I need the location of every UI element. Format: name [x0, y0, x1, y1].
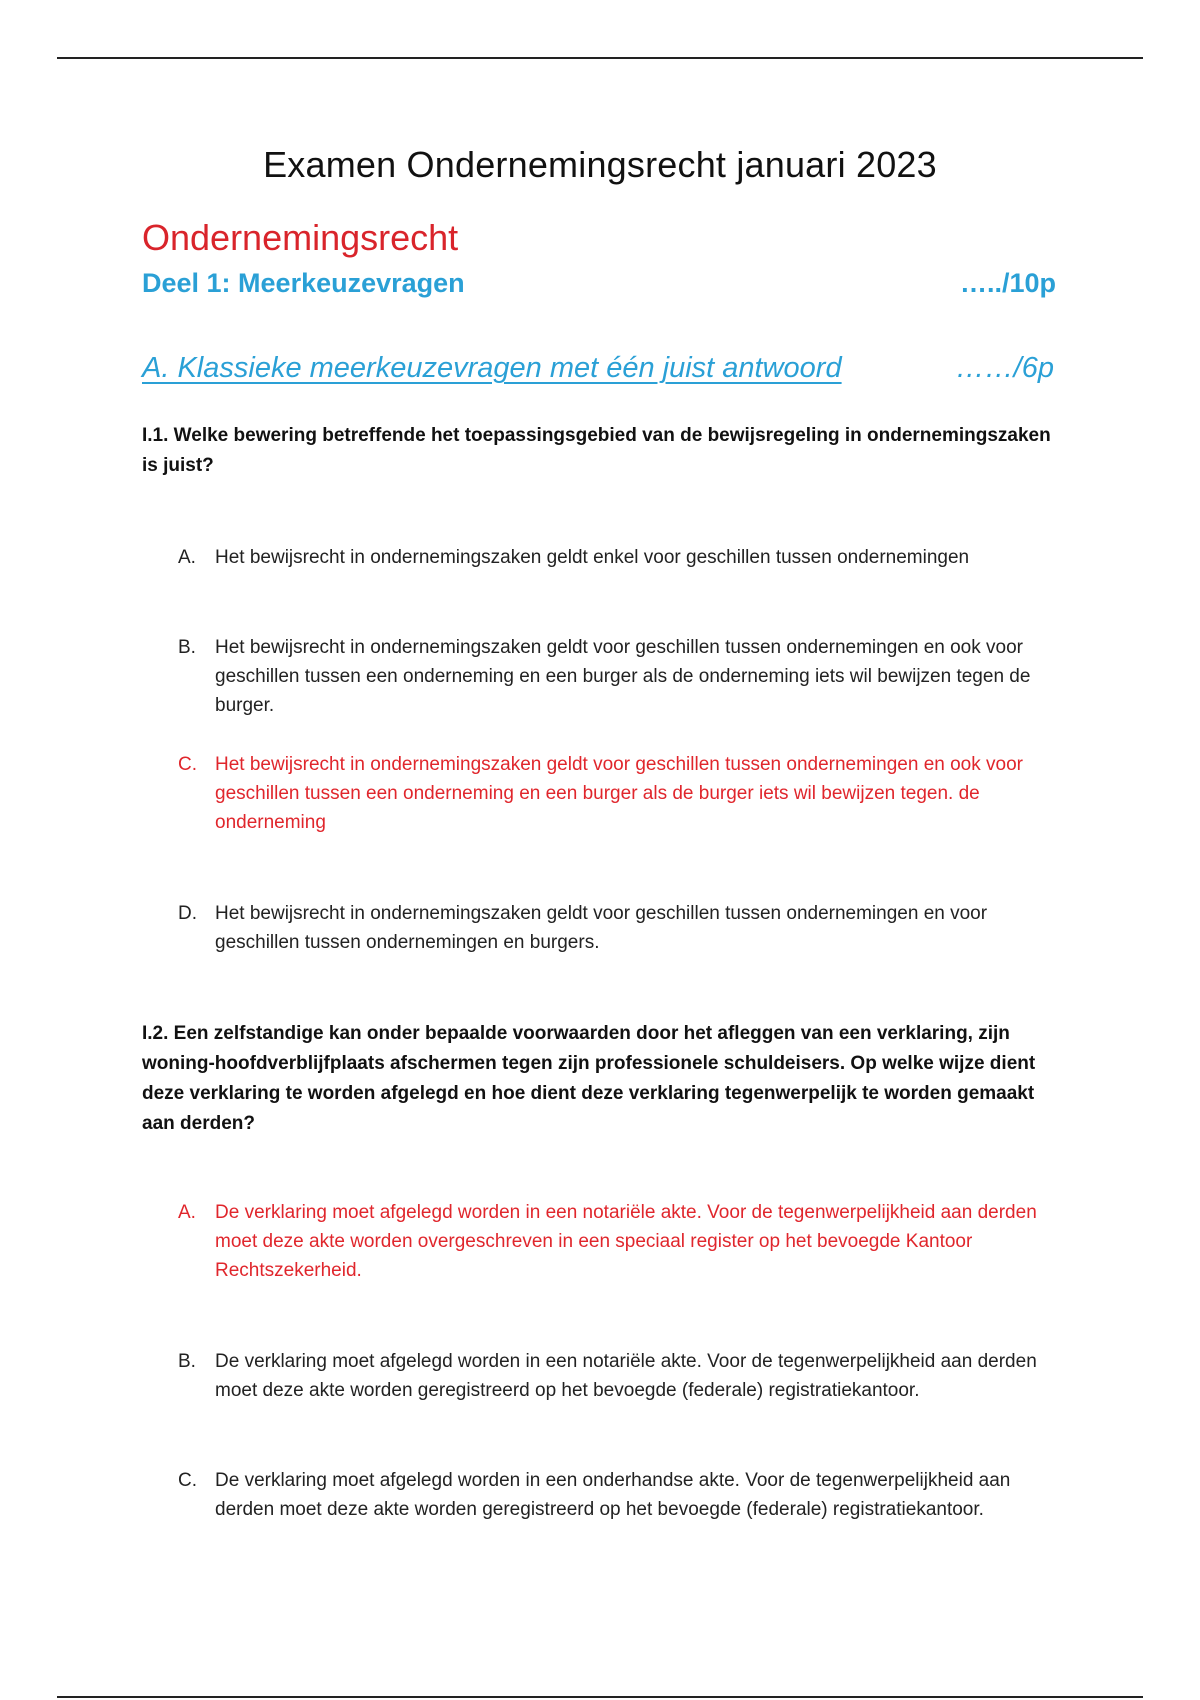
section-score: ……/6p — [955, 352, 1054, 384]
question-1: I.1. Welke bewering betreffende het toepassingsgebied van de bewijsregeling in ondernemingszaken is juist? — [142, 425, 1051, 476]
question-2-option-a-correct — [178, 1198, 1058, 1285]
option-text: De verklaring moet afgelegd worden in een onderhandse akte. Voor de tegenwerpelijkheid aan derden moet deze akte worden geregistreerd op het bevoegde (federale) registratiekantoor. — [215, 1470, 1011, 1520]
option-text: Het bewijsrecht in ondernemingszaken geldt voor geschillen tussen ondernemingen en ook voor geschillen tussen een onderneming en een burger als de onderneming iets wil bewijzen tegen de burger. — [215, 637, 1031, 716]
section-title: A. Klassieke meerkeuzevragen met één juist antwoord — [142, 352, 842, 384]
question-1-option-d — [178, 899, 1058, 957]
document-title: Examen Ondernemingsrecht januari 2023 — [263, 144, 937, 185]
part-score: …../10p — [959, 268, 1056, 298]
option-letter: D. — [178, 903, 197, 924]
option-letter: C. — [178, 1470, 197, 1491]
option-letter: B. — [178, 637, 196, 658]
option-letter: A. — [178, 547, 196, 568]
option-text: Het bewijsrecht in ondernemingszaken geldt enkel voor geschillen tussen ondernemingen — [215, 547, 970, 568]
section-heading — [142, 352, 1054, 385]
option-letter: C. — [178, 754, 197, 775]
option-text: De verklaring moet afgelegd worden in een notariële akte. Voor de tegenwerpelijkheid aan derden moet deze akte worden geregistreerd op het bevoegde (federale) registratiekantoor. — [215, 1351, 1037, 1401]
option-text: Het bewijsrecht in ondernemingszaken geldt voor geschillen tussen ondernemingen en voor geschillen tussen ondernemingen en burgers. — [215, 903, 988, 953]
option-letter: A. — [178, 1202, 196, 1223]
question-2: I.2. Een zelfstandige kan onder bepaalde voorwaarden door het afleggen van een verklaring, zijn woning-hoofdverblijfplaats afschermen tegen zijn professionele schuldeisers. Op welke wijze dient deze verklaring te worden afgelegd en hoe dient deze verklaring tegenwerpelijk te worden gemaakt aan derden? — [142, 1023, 1036, 1134]
question-1-option-b — [178, 633, 1058, 720]
question-2-option-c — [178, 1466, 1058, 1524]
part-title: Deel 1: Meerkeuzevragen — [142, 268, 465, 298]
part-heading — [142, 268, 1056, 299]
option-letter: B. — [178, 1351, 196, 1372]
question-1-option-c-correct — [178, 750, 1058, 837]
option-text: Het bewijsrecht in ondernemingszaken geldt voor geschillen tussen ondernemingen en ook voor geschillen tussen een onderneming en een burger als de burger iets wil bewijzen tegen. de onderneming — [215, 754, 1023, 833]
option-text: De verklaring moet afgelegd worden in een notariële akte. Voor de tegenwerpelijkheid aan derden moet deze akte worden overgeschreven in een speciaal register op het bevoegde Kantoor Rechtszekerheid. — [215, 1202, 1037, 1281]
top-rule — [57, 57, 1143, 59]
question-1-option-a — [178, 543, 1058, 572]
bottom-rule — [57, 1696, 1143, 1698]
question-2-option-b — [178, 1347, 1058, 1405]
subject-heading: Ondernemingsrecht — [142, 217, 459, 258]
